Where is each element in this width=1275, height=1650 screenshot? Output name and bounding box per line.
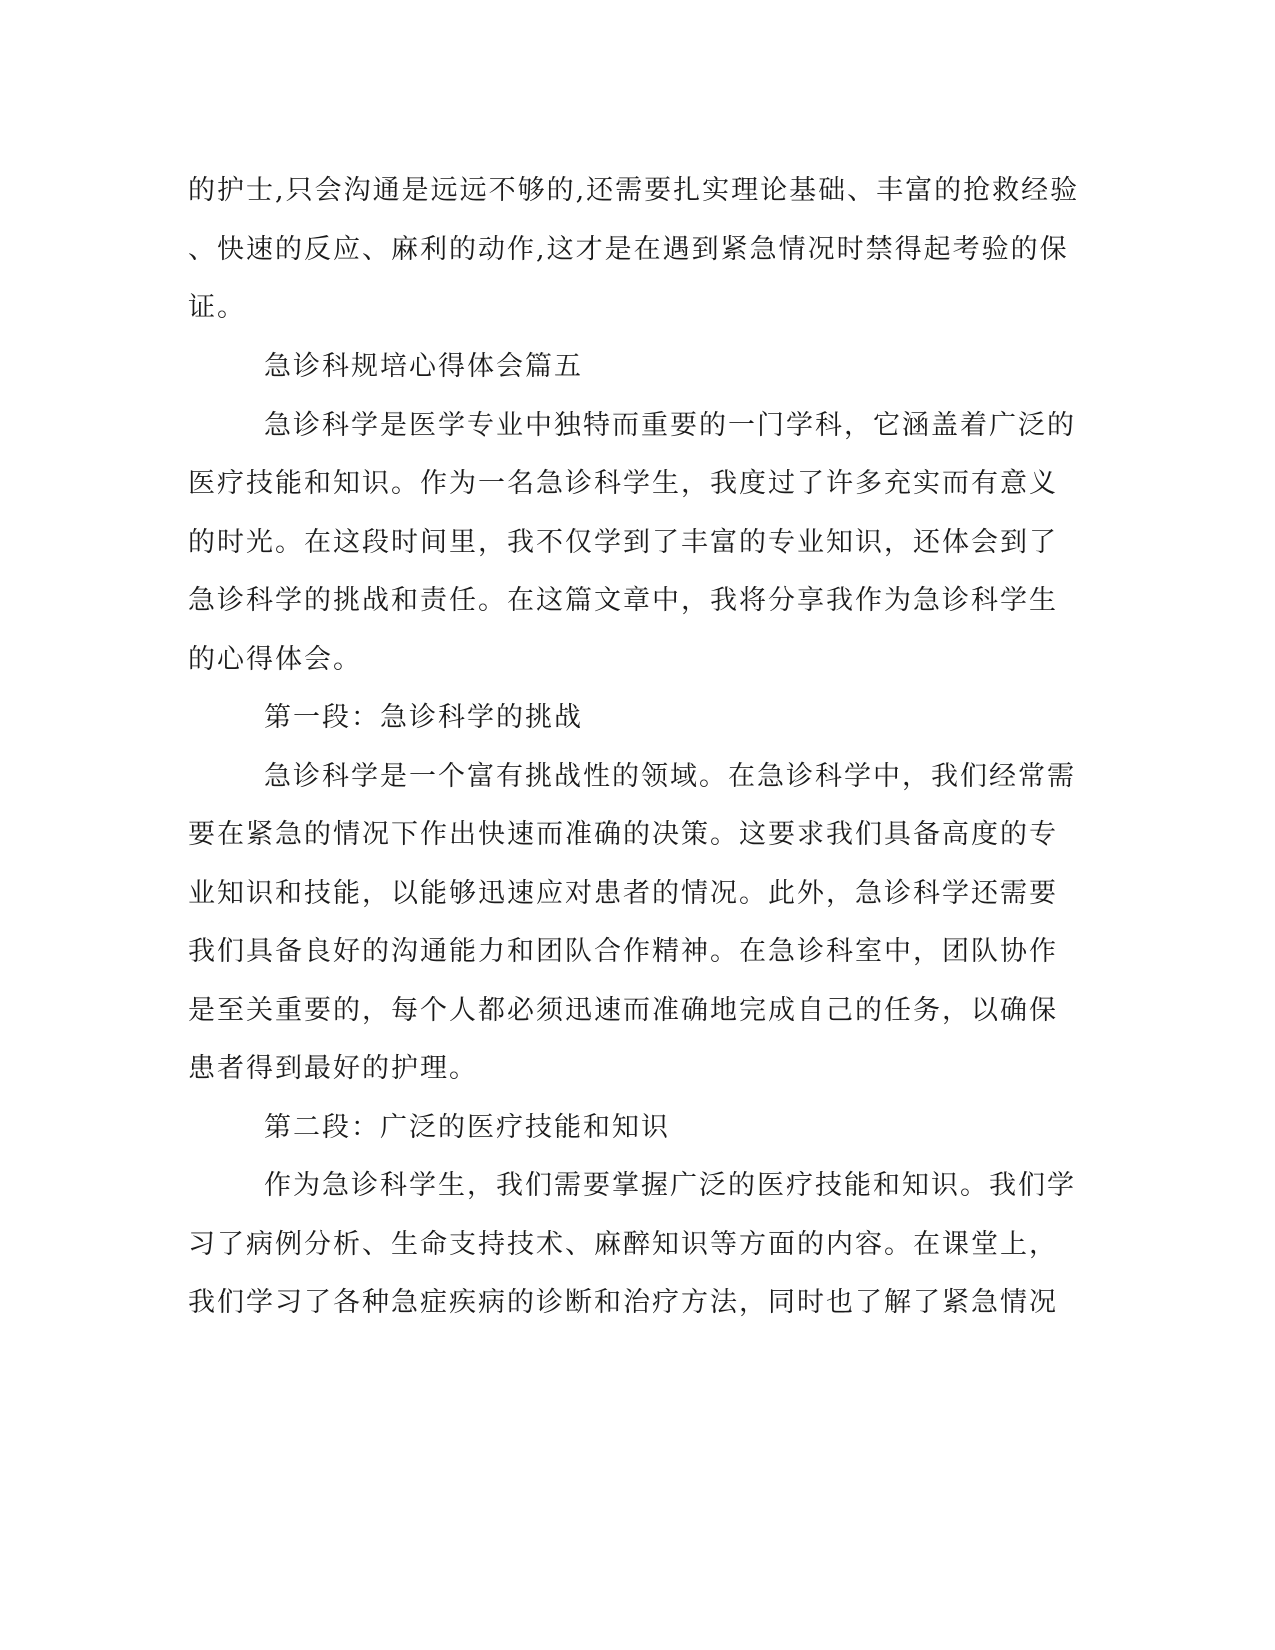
continuation-paragraph (188, 162, 1080, 338)
section-title: 急诊科规培心得体会篇五 (264, 351, 583, 382)
main-body (188, 338, 1076, 1333)
text-line: 、快速的反应、麻利的动作,这才是在遇到紧急情况时禁得起考验的保 (188, 233, 1069, 265)
text-line: 急诊科学是一个富有挑战性的领域。在急诊科学中，我们经常需 (264, 760, 1076, 792)
part1-paragraph-cont (188, 806, 1068, 1099)
text-line: 急诊科学的挑战和责任。在这篇文章中，我将分享我作为急诊科学生 (188, 585, 1058, 616)
text-line: 作为急诊科学生，我们需要掌握广泛的医疗技能和知识。我们学 (264, 1170, 1076, 1201)
text-line: 要在紧急的情况下作出快速而准确的决策。这要求我们具备高度的专 (188, 819, 1058, 850)
part2-heading: 第二段：广泛的医疗技能和知识 (264, 1111, 670, 1143)
text-line: 的护士,只会沟通是远远不够的,还需要扎实理论基础、丰富的抢救经验 (188, 175, 1080, 206)
text-line: 是至关重要的，每个人都必须迅速而准确地完成自己的任务，以确保 (188, 994, 1058, 1026)
part1-heading: 第一段：急诊科学的挑战 (264, 702, 583, 733)
text-line: 证。 (188, 292, 246, 323)
intro-paragraph (188, 397, 1076, 456)
text-line: 我们具备良好的沟通能力和团队合作精神。在急诊科室中，团队协作 (188, 936, 1058, 967)
intro-paragraph-cont (188, 455, 1068, 689)
text-line: 的心得体会。 (188, 643, 362, 675)
text-line: 习了病例分析、生命支持技术、麻醉知识等方面的内容。在课堂上， (188, 1228, 1058, 1260)
text-line: 医疗技能和知识。作为一名急诊科学生，我度过了许多充实而有意义 (188, 468, 1058, 499)
text-line: 急诊科学是医学专业中独特而重要的一门学科，它涵盖着广泛的 (264, 409, 1076, 441)
part2-paragraph (188, 1157, 1076, 1216)
part2-paragraph-cont (188, 1216, 1068, 1333)
part1-paragraph (188, 748, 1076, 807)
text-line: 患者得到最好的护理。 (188, 1053, 478, 1084)
text-line: 业知识和技能，以能够迅速应对患者的情况。此外，急诊科学还需要 (188, 877, 1058, 909)
text-line: 的时光。在这段时间里，我不仅学到了丰富的专业知识，还体会到了 (188, 526, 1058, 558)
text-line: 我们学习了各种急症疾病的诊断和治疗方法，同时也了解了紧急情况 (188, 1287, 1058, 1318)
